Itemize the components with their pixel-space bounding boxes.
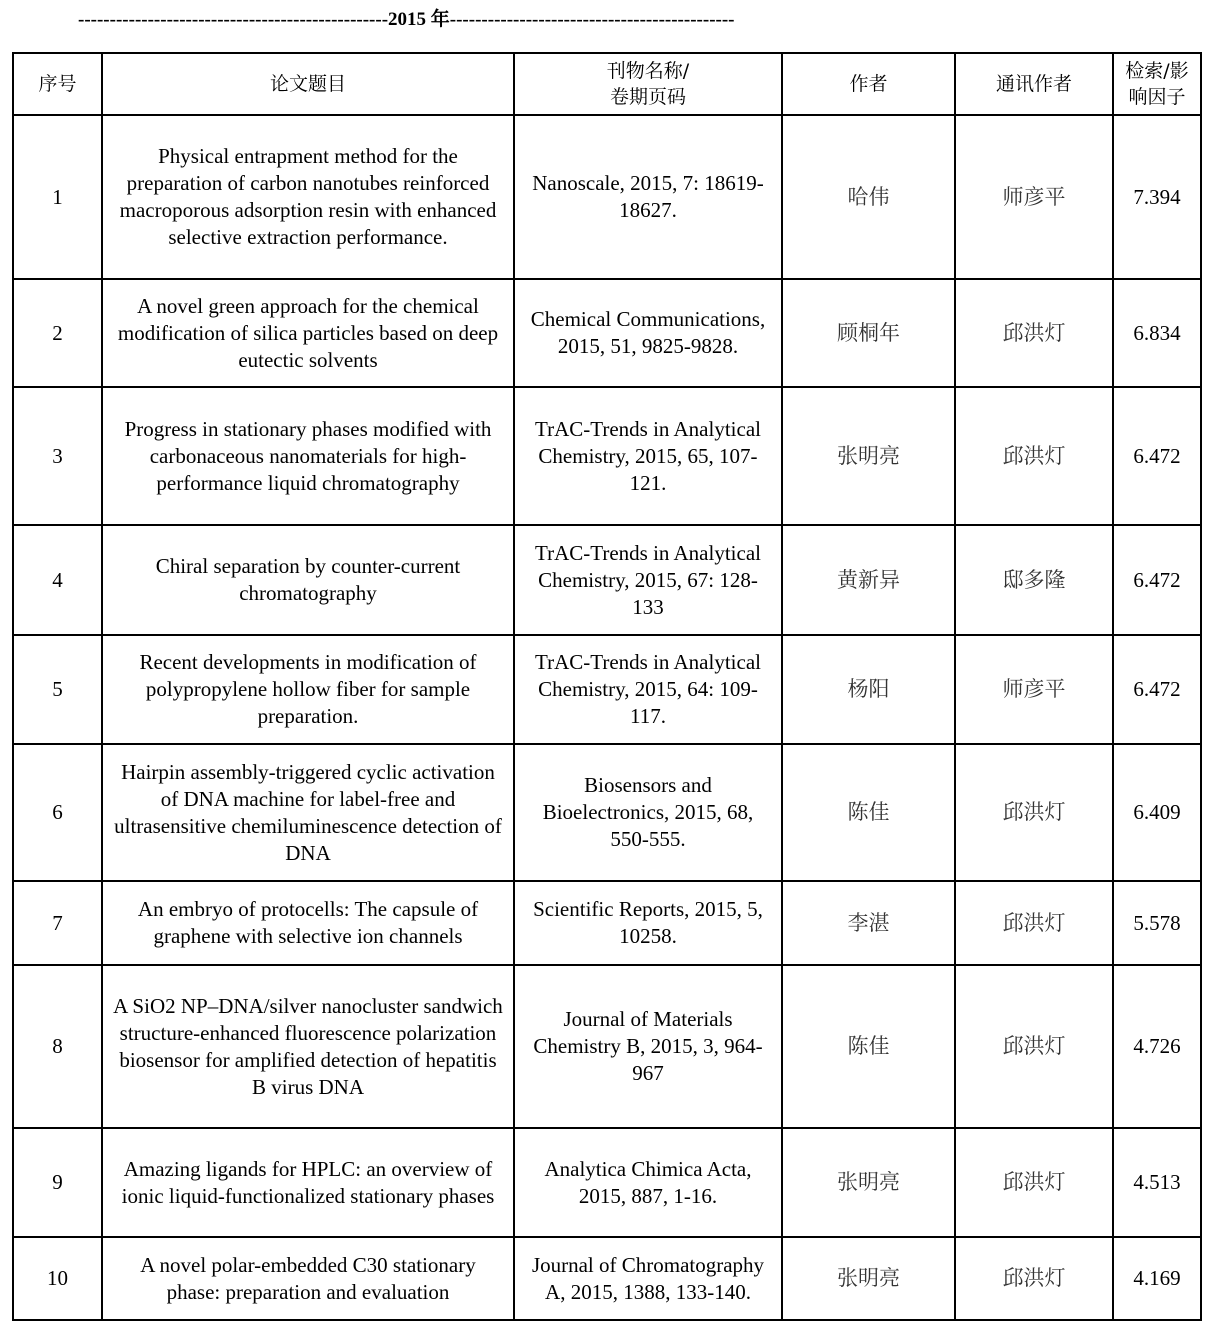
row-index: 2 [13, 279, 102, 387]
table-row [13, 965, 1201, 1128]
paper-title: Physical entrapment method for the preparation of carbon nanotubes reinforced macroporous adsorption resin with enhanced selective extraction performance. [102, 115, 514, 279]
impact-factor: 6.472 [1113, 387, 1201, 525]
paper-title: Recent developments in modification of polypropylene hollow fiber for sample preparation. [102, 635, 514, 744]
journal-info: TrAC-Trends in Analytical Chemistry, 2015, 65, 107-121. [514, 387, 782, 525]
table-row [13, 387, 1201, 525]
table-row [13, 881, 1201, 965]
journal-info: Chemical Communications, 2015, 51, 9825-9828. [514, 279, 782, 387]
papers-table [12, 52, 1202, 1321]
table-row [13, 1237, 1201, 1320]
paper-title: A novel polar-embedded C30 stationary phase: preparation and evaluation [102, 1237, 514, 1320]
author: 陈佳 [782, 965, 955, 1128]
header-title: 论文题目 [102, 53, 514, 115]
table-row [13, 1128, 1201, 1237]
row-index: 6 [13, 744, 102, 881]
author: 张明亮 [782, 387, 955, 525]
corresponding-author: 师彦平 [955, 635, 1113, 744]
author: 顾桐年 [782, 279, 955, 387]
row-index: 9 [13, 1128, 102, 1237]
paper-title: Chiral separation by counter-current chromatography [102, 525, 514, 635]
journal-info: Analytica Chimica Acta, 2015, 887, 1-16. [514, 1128, 782, 1237]
row-index: 5 [13, 635, 102, 744]
header-impact-factor: 检索/影 响因子 [1113, 53, 1201, 115]
corresponding-author: 邱洪灯 [955, 279, 1113, 387]
author: 哈伟 [782, 115, 955, 279]
journal-info: Journal of Materials Chemistry B, 2015, 3, 964-967 [514, 965, 782, 1128]
header-journal: 刊物名称/ 卷期页码 [514, 53, 782, 115]
row-index: 3 [13, 387, 102, 525]
corresponding-author: 邱洪灯 [955, 881, 1113, 965]
corresponding-author: 邱洪灯 [955, 965, 1113, 1128]
corresponding-author: 邱洪灯 [955, 744, 1113, 881]
author: 张明亮 [782, 1237, 955, 1320]
year-heading: -------------------------------------------------2015 年--------------------------------------------- [78, 9, 735, 30]
paper-title: An embryo of protocells: The capsule of graphene with selective ion channels [102, 881, 514, 965]
author: 杨阳 [782, 635, 955, 744]
table-row [13, 115, 1201, 279]
impact-factor: 6.409 [1113, 744, 1201, 881]
header-author: 作者 [782, 53, 955, 115]
journal-info: TrAC-Trends in Analytical Chemistry, 2015, 67: 128-133 [514, 525, 782, 635]
paper-title: Amazing ligands for HPLC: an overview of ionic liquid-functionalized stationary phases [102, 1128, 514, 1237]
header-index: 序号 [13, 53, 102, 115]
paper-title: Hairpin assembly-triggered cyclic activation of DNA machine for label-free and ultrasensitive chemiluminescence detection of DNA [102, 744, 514, 881]
journal-info: TrAC-Trends in Analytical Chemistry, 2015, 64: 109-117. [514, 635, 782, 744]
journal-info: Journal of Chromatography A, 2015, 1388, 133-140. [514, 1237, 782, 1320]
impact-factor: 4.169 [1113, 1237, 1201, 1320]
impact-factor: 5.578 [1113, 881, 1201, 965]
row-index: 8 [13, 965, 102, 1128]
corresponding-author: 邱洪灯 [955, 1128, 1113, 1237]
impact-factor: 7.394 [1113, 115, 1201, 279]
journal-info: Scientific Reports, 2015, 5, 10258. [514, 881, 782, 965]
table-header-row [13, 53, 1201, 115]
corresponding-author: 邸多隆 [955, 525, 1113, 635]
impact-factor: 4.513 [1113, 1128, 1201, 1237]
table-row [13, 525, 1201, 635]
table-row [13, 279, 1201, 387]
author: 陈佳 [782, 744, 955, 881]
corresponding-author: 邱洪灯 [955, 1237, 1113, 1320]
table-row [13, 744, 1201, 881]
paper-title: Progress in stationary phases modified with carbonaceous nanomaterials for high-performance liquid chromatography [102, 387, 514, 525]
author: 张明亮 [782, 1128, 955, 1237]
journal-info: Biosensors and Bioelectronics, 2015, 68, 550-555. [514, 744, 782, 881]
paper-title: A SiO2 NP–DNA/silver nanocluster sandwich structure-enhanced fluorescence polarization biosensor for amplified detection of hepatitis B virus DNA [102, 965, 514, 1128]
row-index: 10 [13, 1237, 102, 1320]
impact-factor: 4.726 [1113, 965, 1201, 1128]
table-row [13, 635, 1201, 744]
corresponding-author: 师彦平 [955, 115, 1113, 279]
row-index: 1 [13, 115, 102, 279]
author: 李湛 [782, 881, 955, 965]
impact-factor: 6.472 [1113, 635, 1201, 744]
journal-info: Nanoscale, 2015, 7: 18619-18627. [514, 115, 782, 279]
row-index: 7 [13, 881, 102, 965]
impact-factor: 6.834 [1113, 279, 1201, 387]
header-corresponding-author: 通讯作者 [955, 53, 1113, 115]
paper-title: A novel green approach for the chemical modification of silica particles based on deep eutectic solvents [102, 279, 514, 387]
impact-factor: 6.472 [1113, 525, 1201, 635]
row-index: 4 [13, 525, 102, 635]
author: 黄新异 [782, 525, 955, 635]
corresponding-author: 邱洪灯 [955, 387, 1113, 525]
